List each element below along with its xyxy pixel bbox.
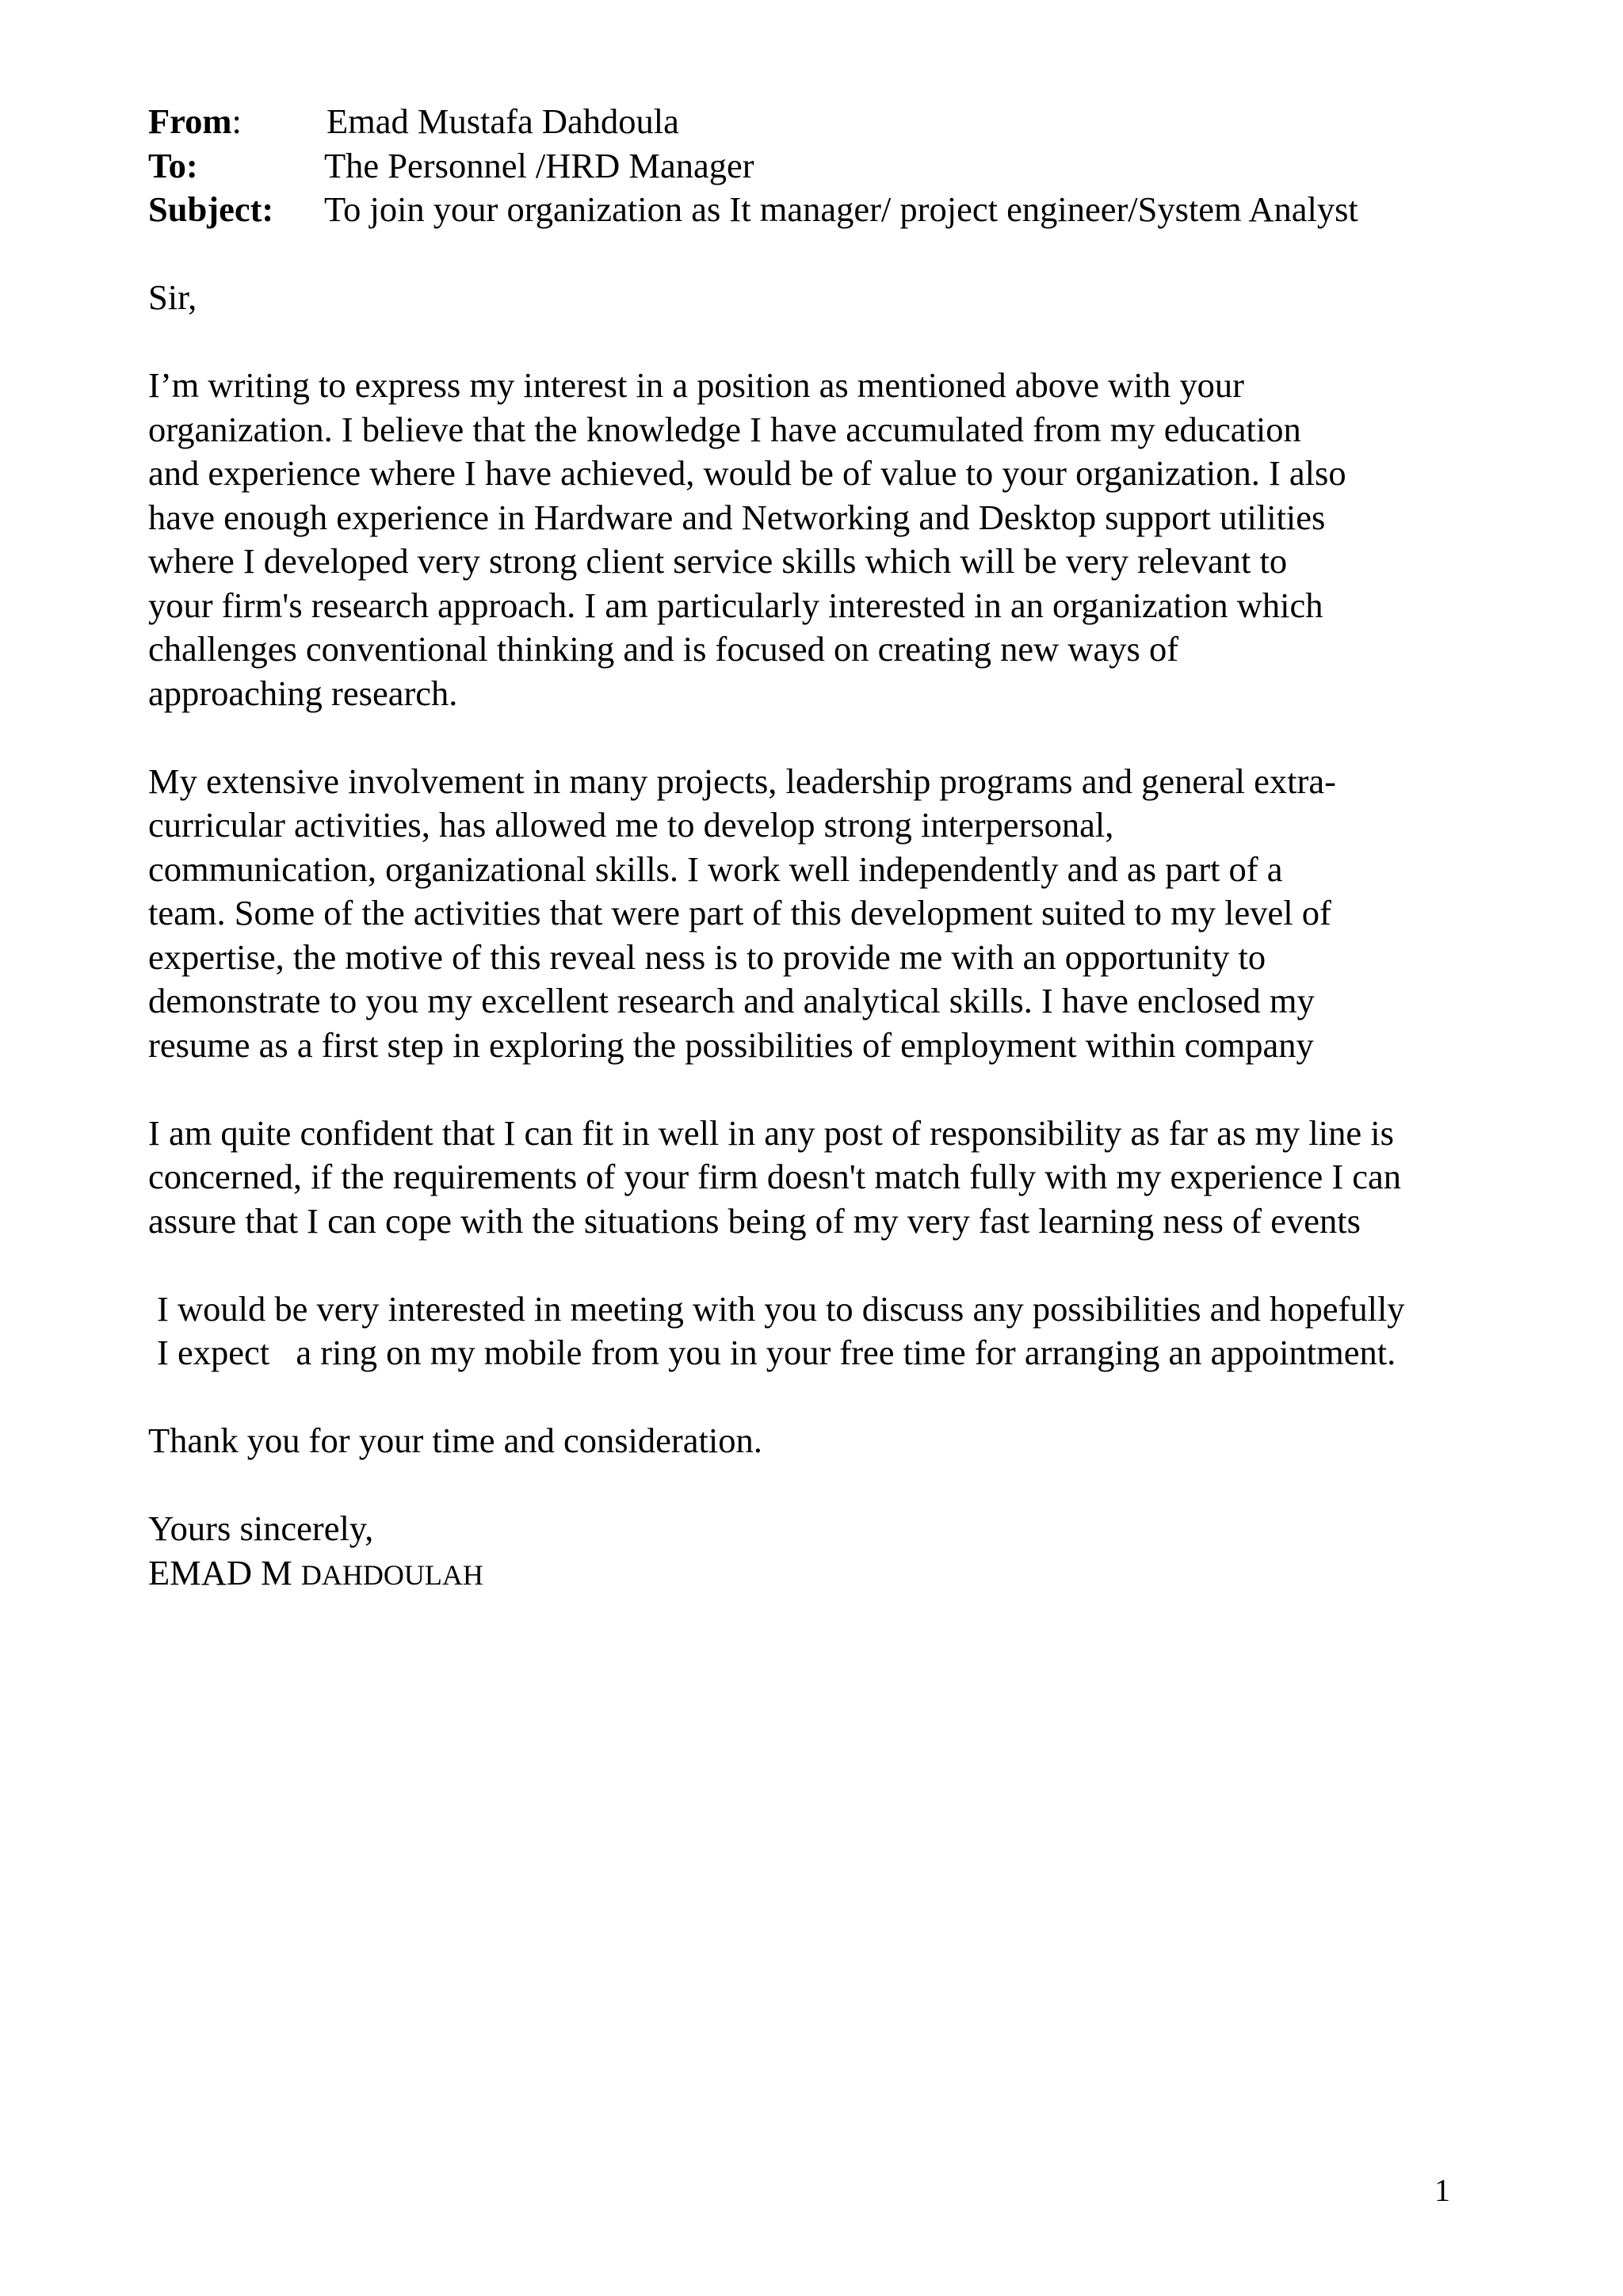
signature-name-first: EMAD M — [148, 1552, 292, 1592]
paragraph-line: team. Some of the activities that were part of this development suited to my level of — [148, 893, 1331, 933]
from-row — [148, 100, 1543, 144]
from-label-text: From — [148, 101, 232, 141]
spacer — [148, 1067, 1543, 1112]
from-label — [148, 100, 324, 144]
spacer — [148, 1375, 1543, 1420]
paragraph-line: My extensive involvement in many projects, leadership programs and general extra- — [148, 761, 1336, 801]
subject-row — [148, 188, 1543, 232]
paragraph-line: I expect a ring on my mobile from you in your free time for arranging an appointment. — [157, 1333, 1396, 1372]
spacer — [148, 232, 1543, 277]
spacer — [148, 1243, 1543, 1287]
from-value: Emad Mustafa Dahdoula — [327, 101, 679, 141]
paragraph-line: curricular activities, has allowed me to develop strong interpersonal, — [148, 805, 1114, 845]
to-value: The Personnel /HRD Manager — [324, 145, 754, 185]
paragraph-line: assure that I can cope with the situations being of my very fast learning ness of events — [148, 1200, 1361, 1241]
to-label: To: — [148, 145, 198, 185]
paragraph-4 — [148, 1287, 1543, 1375]
paragraph-line: I’m writing to express my interest in a position as mentioned above with your — [148, 365, 1244, 405]
paragraph-2 — [148, 760, 1543, 1068]
paragraph-5 — [148, 1419, 1543, 1463]
paragraph-line: approaching research. — [148, 673, 458, 713]
paragraph-line: resume as a first step in exploring the possibilities of employment within company — [148, 1024, 1314, 1065]
paragraph-line: where I developed very strong client service skills which will be very relevant to — [148, 541, 1288, 581]
paragraph-line: and experience where I have achieved, would be of value to your organization. I also — [148, 453, 1346, 493]
paragraph-1 — [148, 364, 1543, 715]
subject-label: Subject: — [148, 189, 274, 229]
page-number: 1 — [1434, 2172, 1450, 2208]
paragraph-line: communication, organizational skills. I work well independently and as part of a — [148, 849, 1283, 889]
paragraph-line: I would be very interested in meeting with you to discuss any possibilities and hopefully — [157, 1288, 1405, 1329]
paragraph-line: I am quite confident that I can fit in well in any post of responsibility as far as my line is — [148, 1112, 1394, 1153]
signature-name — [148, 1551, 1543, 1596]
letter-body — [148, 100, 1543, 1595]
paragraph-line: Thank you for your time and consideration. — [148, 1421, 762, 1460]
paragraph-line: organization. I believe that the knowledge I have accumulated from my education — [148, 409, 1301, 449]
paragraph-3 — [148, 1112, 1543, 1244]
paragraph-line: have enough experience in Hardware and Networking and Desktop support utilities — [148, 497, 1326, 537]
paragraph-line: concerned, if the requirements of your firm doesn't match fully with my experience I can — [148, 1157, 1402, 1196]
spacer — [148, 320, 1543, 364]
to-row — [148, 144, 1543, 189]
subject-value: To join your organization as It manager/ project engineer/System Analyst — [324, 189, 1358, 229]
paragraph-line: expertise, the motive of this reveal ness is to provide me with an opportunity to — [148, 936, 1266, 977]
paragraph-line: demonstrate to you my excellent research and analytical skills. I have enclosed my — [148, 981, 1315, 1020]
paragraph-line: your firm's research approach. I am particularly interested in an organization which — [148, 585, 1323, 625]
from-label-colon: : — [231, 101, 242, 141]
signature-name-last: DAHDOULAH — [300, 1558, 483, 1591]
valediction: Yours sincerely, — [148, 1508, 374, 1548]
salutation: Sir, — [148, 277, 197, 317]
paragraph-line: challenges conventional thinking and is focused on creating new ways of — [148, 629, 1179, 669]
spacer — [148, 1463, 1543, 1508]
spacer — [148, 715, 1543, 760]
